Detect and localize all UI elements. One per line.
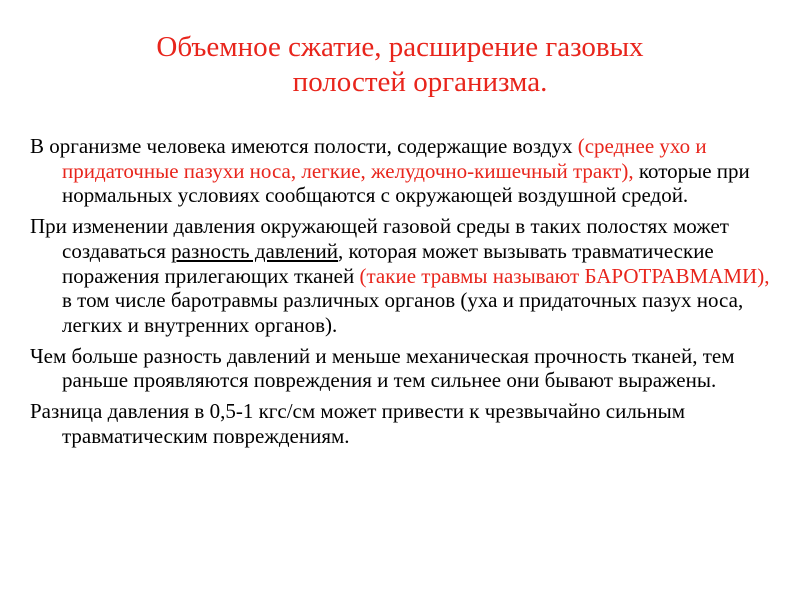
paragraph-pressure-text-b: , которая может вызывать травматические поражения прилегающих тканей <box>62 238 714 288</box>
paragraph-pressure-change <box>30 214 775 338</box>
barotrauma-highlight: (такие травмы называют БАРОТРАВМАМИ), <box>359 263 770 288</box>
pressure-difference-term: разность давлений <box>171 238 339 263</box>
slide-title-line-1: Объемное сжатие, расширение газовых <box>156 31 644 63</box>
slide-title <box>60 30 740 100</box>
paragraph-pressure-text-a: При изменении давления окружающей газовой среды в таких полостях может создаваться <box>30 214 729 263</box>
slide-title-line-2: полостей организма. <box>292 66 548 98</box>
paragraph-cavities-highlight: (среднее ухо и придаточные пазухи носа, легкие, желудочно-кишечный тракт), <box>62 134 707 183</box>
paragraph-cavities-text-a: В организме человека имеются полости, содержащие воздух <box>30 134 578 158</box>
paragraph-cavities <box>30 134 775 208</box>
paragraph-pressure-text-c: в том числе баротравмы различных органов (уха и придаточных пазух носа, легких и внутренних органов). <box>62 288 744 337</box>
slide-body <box>30 134 775 454</box>
paragraph-cavities-text-b: которые при нормальных условиях сообщаются с окружающей воздушной средой. <box>62 158 750 208</box>
paragraph-pressure-threshold: Разница давления в 0,5-1 кгс/см может привести к чрезвычайно сильным травматическим повреждениям. <box>30 399 686 448</box>
paragraph-damage-severity: Чем больше разность давлений и меньше механическая прочность тканей, тем раньше проявляются повреждения и тем сильнее они бывают выражены. <box>30 343 735 393</box>
